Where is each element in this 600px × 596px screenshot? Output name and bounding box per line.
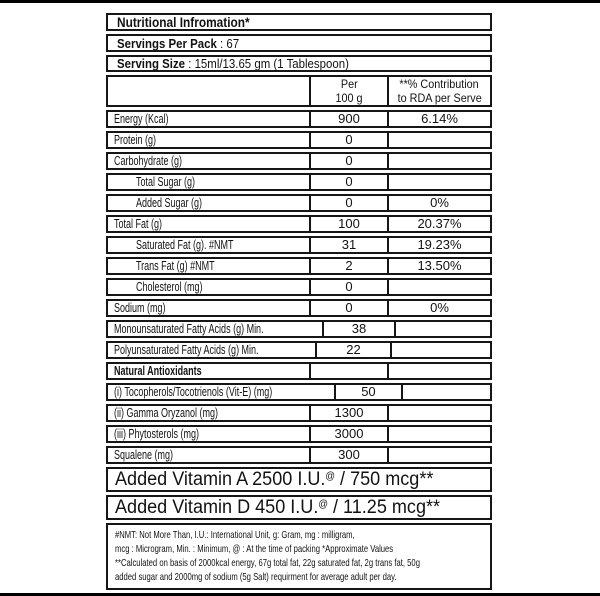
row-saturated-fat: Saturated Fat (g). #NMT 31 19.23%	[106, 236, 492, 254]
row-added-vitamin-a: Added Vitamin A 2500 I.U.@ / 750 mcg**	[106, 467, 492, 492]
value-rda	[387, 280, 490, 294]
at-superscript: @	[325, 470, 336, 482]
footnote-line: added sugar and 2000mg of sodium (5g Salt) requirment for average adult per day.	[115, 571, 397, 583]
value-rda	[387, 427, 490, 441]
value-per100g: 1300	[309, 406, 387, 420]
row-added-vitamin-d: Added Vitamin D 450 I.U.@ / 11.25 mcg**	[106, 495, 492, 520]
value-per100g: 2	[309, 259, 387, 273]
value-per100g	[309, 364, 387, 378]
at-superscript: @	[318, 498, 328, 510]
row-added-sugar: Added Sugar (g) 0 0%	[106, 194, 492, 212]
row-squalene: Squalene (mg) 300	[106, 446, 492, 464]
value-per100g: 22	[315, 343, 391, 357]
footnote-line: mcg : Microgram, Min. : Minimum, @ : At the time of packing *Approximate Values	[115, 543, 394, 555]
value-rda: 6.14%	[387, 112, 490, 126]
row-cholesterol: Cholesterol (mg) 0	[106, 278, 492, 296]
row-carbohydrate: Carbohydrate (g) 0	[106, 152, 492, 170]
column-header-empty-cell	[108, 77, 309, 105]
label-title: Nutritional Infromation*	[117, 14, 250, 30]
label-title-row	[106, 13, 492, 31]
row-natural-antioxidants: Natural Antioxidants	[106, 362, 492, 380]
row-tocopherols: (i) Tocopherols/Tocotrienols (Vit-E) (mg) 50	[106, 383, 492, 401]
value-rda	[387, 406, 490, 420]
column-header-per100g: Per 100 g	[309, 77, 387, 105]
value-rda: 19.23%	[387, 238, 490, 252]
column-header-rda: **% Contribution to RDA per Serve	[387, 77, 490, 105]
row-sodium: Sodium (mg) 0 0%	[106, 299, 492, 317]
row-polyunsaturated: Polyunsaturated Fatty Acids (g) Min. 22	[106, 341, 492, 359]
value-per100g: 300	[309, 448, 387, 462]
value-rda: 0%	[387, 301, 490, 315]
value-per100g: 0	[309, 154, 387, 168]
value-per100g: 900	[309, 112, 387, 126]
row-energy: Energy (Kcal) 900 6.14%	[106, 110, 492, 128]
serving-size-label: Serving Size	[117, 56, 186, 71]
value-rda	[401, 385, 490, 399]
value-per100g: 50	[334, 385, 401, 399]
value-per100g: 0	[309, 196, 387, 210]
value-rda	[394, 322, 490, 336]
servings-per-pack-row	[106, 34, 492, 52]
value-rda: 0%	[387, 196, 490, 210]
nutrition-label	[106, 13, 492, 590]
servings-per-pack-label: Servings Per Pack	[117, 35, 217, 51]
value-per100g: 0	[309, 280, 387, 294]
value-per100g: 31	[309, 238, 387, 252]
value-rda: 13.50%	[387, 259, 490, 273]
serving-size-row	[106, 55, 492, 72]
top-letterbox-bar	[0, 0, 600, 3]
row-monounsaturated: Monounsaturated Fatty Acids (g) Min. 38	[106, 320, 492, 338]
value-rda	[387, 154, 490, 168]
footnote-line: #NMT: Not More Than, I.U.: International Unit, g: Gram, mg : milligram,	[115, 529, 355, 541]
value-rda	[387, 175, 490, 189]
serving-size-value: : 15ml/13.65 gm (1 Tablespoon)	[185, 56, 349, 71]
row-gamma-oryzanol: (ii) Gamma Oryzanol (mg) 1300	[106, 404, 492, 422]
value-per100g: 0	[309, 175, 387, 189]
value-per100g: 38	[322, 322, 395, 336]
column-header-row	[106, 75, 492, 107]
servings-per-pack-value: : 67	[216, 35, 240, 51]
row-protein: Protein (g) 0	[106, 131, 492, 149]
row-phytosterols: (iii) Phytosterols (mg) 3000	[106, 425, 492, 443]
value-rda	[390, 343, 490, 357]
value-per100g: 0	[309, 133, 387, 147]
value-rda: 20.37%	[387, 217, 490, 231]
value-per100g: 100	[309, 217, 387, 231]
value-per100g: 0	[309, 301, 387, 315]
footnote-block	[106, 523, 492, 590]
row-total-fat: Total Fat (g) 100 20.37%	[106, 215, 492, 233]
row-trans-fat: Trans Fat (g) #NMT 2 13.50%	[106, 257, 492, 275]
value-rda	[387, 133, 490, 147]
value-rda	[387, 448, 490, 462]
footnote-line: **Calculated on basis of 2000kcal energy, 67g total fat, 22g saturated fat, 2g trans fat, 50g	[115, 557, 420, 569]
value-rda	[387, 364, 490, 378]
value-per100g: 3000	[309, 427, 387, 441]
row-total-sugar: Total Sugar (g) 0	[106, 173, 492, 191]
